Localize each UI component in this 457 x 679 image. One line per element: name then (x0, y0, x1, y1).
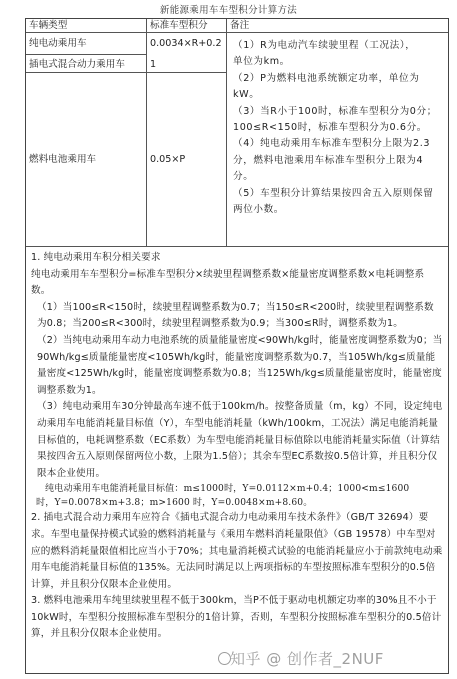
note-item: （5）车型积分计算结果按四舍五入原则保留两位小数。 (233, 187, 434, 216)
notes-cell (229, 35, 447, 245)
watermark: 知乎 @ 创作者_2NUF (230, 650, 384, 668)
note-item: （4）纯电动乘用车标准车型积分上限为2.3分，燃料电池乘用车标准车型积分上限为4分。 (233, 138, 431, 183)
header-cell-score: 标准车型积分 (150, 20, 208, 31)
section-heading-bev: 1. 纯电动乘用车积分相关要求 (31, 252, 161, 263)
requirements-text (26, 248, 448, 674)
section-phev: 2. 插电式混合动力乘用车应符合《插电式混合动力电动乘用车技术条件》（GB/T 32694）要求。车型电量保持模式试验的燃料消耗量与《乘用车燃料消耗量限值》（GB 19578）中车型对应的燃料消耗量限值相比应当小于70%；其电量消耗模式试验的电能消耗量应小于前款纯电动乘用车电能消耗量目标值的135%。无法同时满足以上两项指标的车型按照标准车型积分的0.5倍计算，并且积分仅限本企业使用。 (31, 512, 443, 590)
row-type-bev: 纯电动乘用车 (29, 38, 87, 49)
document-title: 新能源乘用车车型积分计算方法 (159, 5, 298, 16)
table-rule (226, 19, 227, 246)
note-item: （1）R为电动汽车续驶里程（工况法）， (233, 40, 416, 51)
table-rule (26, 54, 147, 55)
row-type-phev: 插电式混合动力乘用车 (29, 59, 125, 70)
bev-energy-density-coefficient: （2）当纯电动乘用车动力电池系统的质量能量密度<90Wh/kg时，能量密度调整系数为0；当90Wh/kg≤质量能量密度<105Wh/kg时，能量密度调整系数为0.7，当105Wh/kg≤质量能量密度<125Wh/kg时，能量密度调整系数为0.8；当125Wh/kg≤质量能量密度时，能量密度调整系数为1。 (37, 334, 443, 396)
bev-consumption-coefficient: （3）纯电动乘用车30分钟最高车速不低于100km/h。按整备质量（m，kg）不同，设定纯电动乘用车电能消耗量目标值（Y），车型电能消耗量（kWh/100km，工况法）满足电能消耗量目标值的，电耗调整系数（EC系数）为车型电能消耗量目标值除以电能消耗量实际值（计算结果按四舍五入原则保留两位小数，上限为1.5倍）；其余车型EC系数按0.5倍计算，并且积分仅限本企业使用。 (37, 401, 443, 479)
header-cell-notes: 备注 (230, 20, 250, 31)
row-score-fcev: 0.05×P (150, 154, 186, 165)
note-item: （2）P为燃料电池系统额定功率，单位为kW。 (233, 72, 420, 101)
row-score-bev: 0.0034×R+0.2 (150, 38, 222, 49)
table-rule (26, 246, 448, 247)
row-type-fcev: 燃料电池乘用车 (29, 154, 97, 165)
section-fcev: 3. 燃料电池乘用车纯里续驶里程不低于300km，当P不低于驱动电机额定功率的30%且不小于10kW时，车型积分按照标准车型积分的1倍计算，否则，车型积分按照标准车型积分的0.5倍计算，并且积分仅限本企业使用。 (31, 595, 442, 640)
note-item: 单位为km。 (233, 56, 290, 68)
table-rule (26, 72, 227, 73)
integral-table (25, 18, 449, 674)
bev-formula-text: 纯电动乘用车车型积分=标准车型积分×续驶里程调整系数×能量密度调整系数×电耗调整系数。 (31, 268, 425, 297)
table-rule (146, 19, 147, 246)
bev-range-coefficient: （1）当100≤R<150时，续驶里程调整系数为0.7；当150≤R<200时，续驶里程调整系数为0.8；当200≤R<300时，续驶里程调整系数为0.9；当300≤R时，调整系数为1。 (37, 301, 434, 330)
consumption-target-formula-1: 纯电动乘用车电能消耗量目标值：m≤1000时，Y=0.0112×m+0.4；1000<m≤1600 (45, 484, 410, 495)
consumption-target-formula-2: 时，Y=0.0078×m+3.8；m>1600 时，Y=0.0048×m+8.60。 (36, 498, 313, 509)
row-score-phev: 1 (150, 59, 157, 70)
note-item: （3）当R小于100时，标准车型积分为0分；100≤R<150时，标准车型积分为0.6分。 (233, 105, 437, 134)
header-cell-type: 车辆类型 (29, 20, 68, 31)
